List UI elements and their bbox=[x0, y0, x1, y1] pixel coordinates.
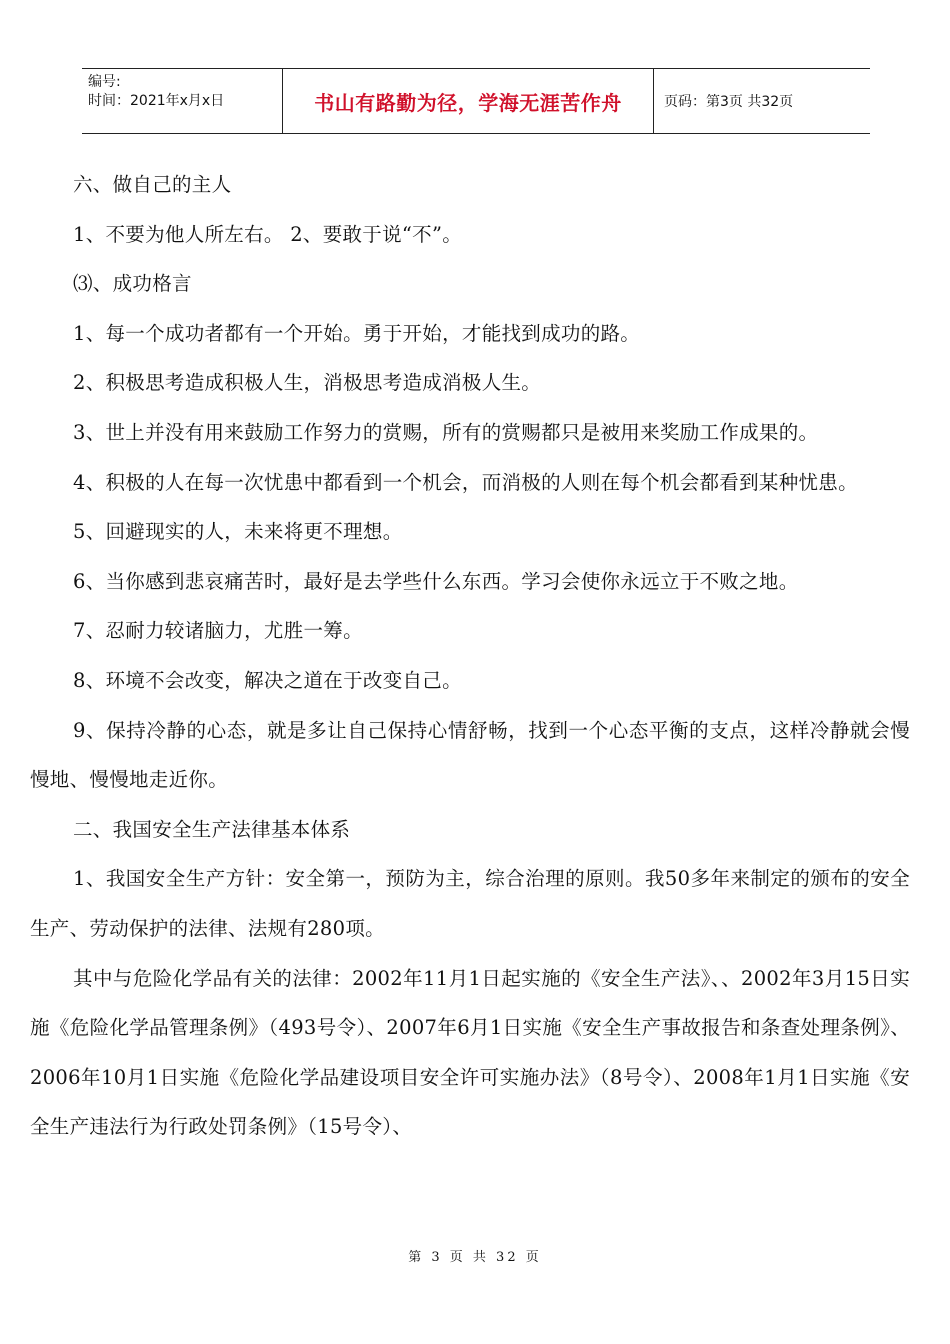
paragraph: 9、保持冷静的心态，就是多让自己保持心情舒畅，找到一个心态平衡的支点，这样冷静就会慢慢地、慢慢地走近你。 bbox=[30, 718, 910, 792]
header-meta bbox=[82, 69, 282, 133]
paragraph: 5、回避现实的人，未来将更不理想。 bbox=[73, 520, 403, 544]
date-label: 时间：2021年x月x日 bbox=[88, 93, 225, 109]
document-body bbox=[30, 160, 910, 1152]
header-motto: 书山有路勤为径，学海无涯苦作舟 bbox=[282, 69, 654, 133]
header-page-info: 页码：第3页 共32页 bbox=[664, 94, 794, 110]
section-heading: ⑶、成功格言 bbox=[73, 272, 192, 296]
paragraph: 其中与危险化学品有关的法律：2002年11月1日起实施的《安全生产法》、、2002年3月15日实施《危险化学品管理条例》（493号令）、2007年6月1日实施《安全生产事故报告和条查处理条例》、2006年10月1日实施《危险化学品建设项目安全许可实施办法》（8号令）、2008年1月1日实施《安全生产违法行为行政处罚条例》（15号令）、 bbox=[30, 966, 910, 1139]
paragraph: 8、环境不会改变，解决之道在于改变自己。 bbox=[73, 668, 462, 692]
paragraph: 1、我国安全生产方针：安全第一，预防为主，综合治理的原则。我50多年来制定的颁布的安全生产、劳动保护的法律、法规有280项。 bbox=[30, 867, 910, 940]
paragraph: 2、积极思考造成积极人生，消极思考造成消极人生。 bbox=[73, 371, 542, 395]
section-heading: 二、我国安全生产法律基本体系 bbox=[73, 817, 351, 841]
paragraph: 4、积极的人在每一次忧患中都看到一个机会，而消极的人则在每个机会都看到某种忧患。 bbox=[73, 470, 858, 494]
paragraph: 1、每一个成功者都有一个开始。勇于开始，才能找到成功的路。 bbox=[73, 321, 641, 345]
paragraph: 6、当你感到悲哀痛苦时，最好是去学些什么东西。学习会使你永远立于不败之地。 bbox=[73, 569, 799, 593]
paragraph: 3、世上并没有用来鼓励工作努力的赏赐，所有的赏赐都只是被用来奖励工作成果的。 bbox=[73, 420, 819, 444]
paragraph: 7、忍耐力较诸脑力，尤胜一筹。 bbox=[73, 619, 363, 643]
page-footer: 第 3 页 共 32 页 bbox=[408, 1250, 542, 1265]
paragraph: 1、不要为他人所左右。 2、要敢于说“不”。 bbox=[73, 222, 463, 246]
document-header bbox=[82, 68, 870, 134]
section-heading: 六、做自己的主人 bbox=[73, 173, 232, 196]
number-label: 编号: bbox=[88, 74, 121, 90]
